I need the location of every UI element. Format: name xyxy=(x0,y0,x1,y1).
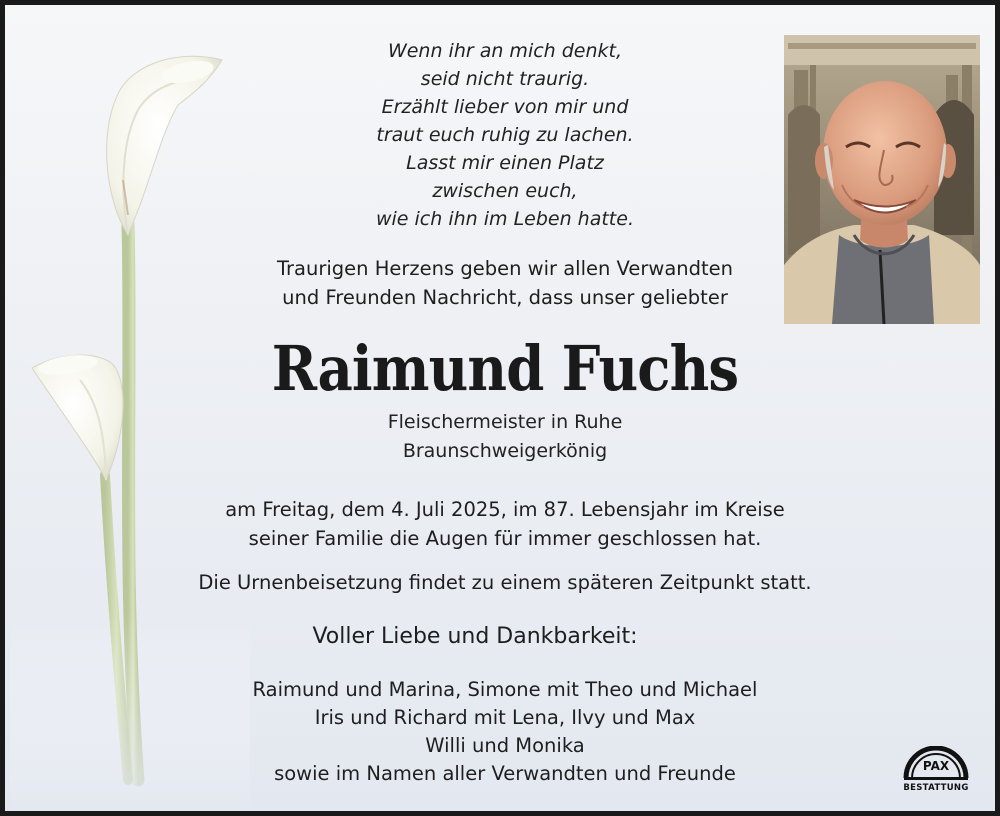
poem-line: Wenn ihr an mich denkt, xyxy=(387,40,623,62)
deceased-occupation xyxy=(185,408,825,465)
gratitude-heading xyxy=(155,621,795,653)
poem-line: Lasst mir einen Platz xyxy=(406,152,604,174)
pax-logo xyxy=(898,746,974,796)
announcement-intro xyxy=(185,255,825,312)
death-notice-line: seiner Familie die Augen für immer geschlossen hat. xyxy=(248,527,762,550)
mourner-line: sowie im Namen aller Verwandten und Freunde xyxy=(274,762,736,785)
occupation-line: Braunschweigerkönig xyxy=(402,439,608,462)
intro-line: und Freunden Nachricht, dass unser geliebter xyxy=(282,285,728,309)
poem-line: Erzählt lieber von mir und xyxy=(381,96,629,118)
mourners-list xyxy=(185,676,825,788)
logo-word: PAX xyxy=(922,759,950,773)
mourner-line: Willi und Monika xyxy=(425,734,585,757)
poem xyxy=(185,37,825,233)
death-notice-line: am Freitag, dem 4. Juli 2025, im 87. Lebensjahr im Kreise xyxy=(225,498,785,521)
intro-line: Traurigen Herzens geben wir allen Verwandten xyxy=(276,257,734,280)
gratitude-line: Voller Liebe und Dankbarkeit: xyxy=(312,624,638,649)
occupation-line: Fleischermeister in Ruhe xyxy=(387,411,623,433)
portrait-illustration xyxy=(784,35,980,324)
lower-lily-flower xyxy=(32,352,123,480)
poem-line: seid nicht traurig. xyxy=(420,68,590,90)
poem-line: wie ich ihn im Leben hatte. xyxy=(375,208,634,230)
poem-line: traut euch ruhig zu lachen. xyxy=(376,124,634,146)
deceased-name: Raimund Fuchs xyxy=(271,332,739,405)
logo-subtitle: BESTATTUNG xyxy=(903,783,969,793)
mourner-line: Raimund und Marina, Simone mit Theo und Michael xyxy=(252,678,758,701)
burial-notice xyxy=(185,568,825,597)
portrait-photo xyxy=(784,35,980,324)
burial-line: Die Urnenbeisetzung findet zu einem späteren Zeitpunkt statt. xyxy=(198,571,812,594)
death-notice xyxy=(185,495,825,553)
poem-line: zwischen euch, xyxy=(432,180,578,202)
mourner-line: Iris und Richard mit Lena, Ilvy und Max xyxy=(314,706,696,729)
